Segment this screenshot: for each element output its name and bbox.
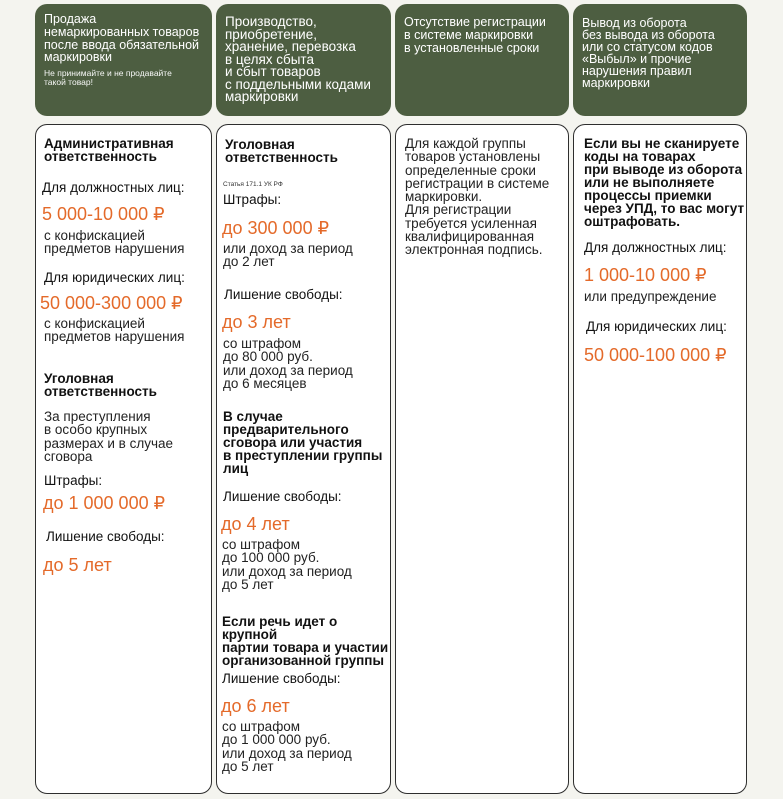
fines-value: до 1 000 000 ₽ (43, 493, 166, 513)
card-sale-unmarked (35, 124, 212, 794)
header-sale-unmarked (35, 4, 212, 116)
prison1-value: до 3 лет (222, 312, 291, 332)
fines-value: до 300 000 ₽ (222, 218, 330, 238)
prison1-note: со штрафом до 80 000 руб. или доход за период до 6 месяцев (223, 336, 353, 391)
prison-value: до 5 лет (43, 555, 112, 575)
officials-fine: 5 000-10 000 ₽ (42, 204, 165, 224)
officials-fine: 1 000-10 000 ₽ (584, 265, 707, 285)
officials-label: Для должностных лиц: (42, 180, 185, 195)
fines-label: Штрафы: (223, 192, 282, 207)
prison2-value: до 4 лет (221, 514, 290, 534)
header-title: Производство, приобретение, хранение, перевозка в целях сбыта и сбыт товаров с поддельными кодами маркировки (225, 14, 371, 104)
group-heading: В случае предварительного сговора или участия в преступлении группы лиц (223, 409, 383, 476)
prison2-note: со штрафом до 100 000 руб. или доход за период до 5 лет (222, 537, 352, 592)
header-title: Продажа немаркированных товаров после ввода обязательной маркировки (44, 12, 200, 65)
legal-fine: 50 000-300 000 ₽ (40, 293, 183, 313)
registration-text: Для каждой группы товаров установлены определенные сроки регистрации в системе маркировки. Для регистрации требуется усиленная квалифицированная электронная подпись. (405, 136, 550, 258)
header-counterfeit-codes (216, 4, 391, 116)
header-title: Вывод из оборота без вывода из оборота или со статусом кодов «Выбыл» и прочие нарушения правил маркировки (582, 16, 715, 90)
legal-label: Для юридических лиц: (44, 270, 185, 285)
large-heading: Если речь идет о крупной партии товара и участии организованной группы (222, 614, 389, 668)
prison-label: Лишение свободы: (46, 529, 165, 544)
criminal-text: За преступления в особо крупных размерах и в случае сговора (44, 409, 174, 464)
admin-heading: Административная ответственность (44, 136, 174, 164)
card-no-registration (395, 124, 569, 794)
header-note: Не принимайте и не продавайте такой товар! (44, 68, 172, 87)
legal-note: с конфискацией предметов нарушения (44, 316, 185, 345)
card-counterfeit-codes (216, 124, 391, 794)
withdrawal-heading: Если вы не сканируете коды на товарах при выводе из оборота или не выполняете процессы приемки через УПД, то вас могут оштрафовать. (584, 136, 745, 229)
officials-note: или предупреждение (584, 289, 717, 304)
legal-label: Для юридических лиц: (586, 319, 727, 334)
prison3-label: Лишение свободы: (222, 671, 341, 686)
header-withdrawal (573, 4, 747, 116)
prison2-label: Лишение свободы: (223, 489, 342, 504)
card-withdrawal (573, 124, 747, 794)
fines-label: Штрафы: (44, 473, 103, 488)
criminal-heading: Уголовная ответственность (44, 371, 157, 399)
fines-note: или доход за период до 2 лет (223, 241, 353, 270)
article-reference: Статья 171.1 УК РФ (223, 181, 283, 188)
prison3-note: со штрафом до 1 000 000 руб. или доход за период до 5 лет (222, 719, 352, 774)
header-no-registration (395, 4, 569, 116)
header-title: Отсутствие регистрации в системе маркировки в установленные сроки (404, 15, 546, 55)
officials-label: Для должностных лиц: (584, 240, 727, 255)
prison1-label: Лишение свободы: (224, 287, 343, 302)
officials-note: с конфискацией предметов нарушения (44, 228, 185, 257)
criminal-heading: Уголовная ответственность (225, 137, 338, 165)
legal-fine: 50 000-100 000 ₽ (584, 345, 727, 365)
prison3-value: до 6 лет (221, 696, 290, 716)
